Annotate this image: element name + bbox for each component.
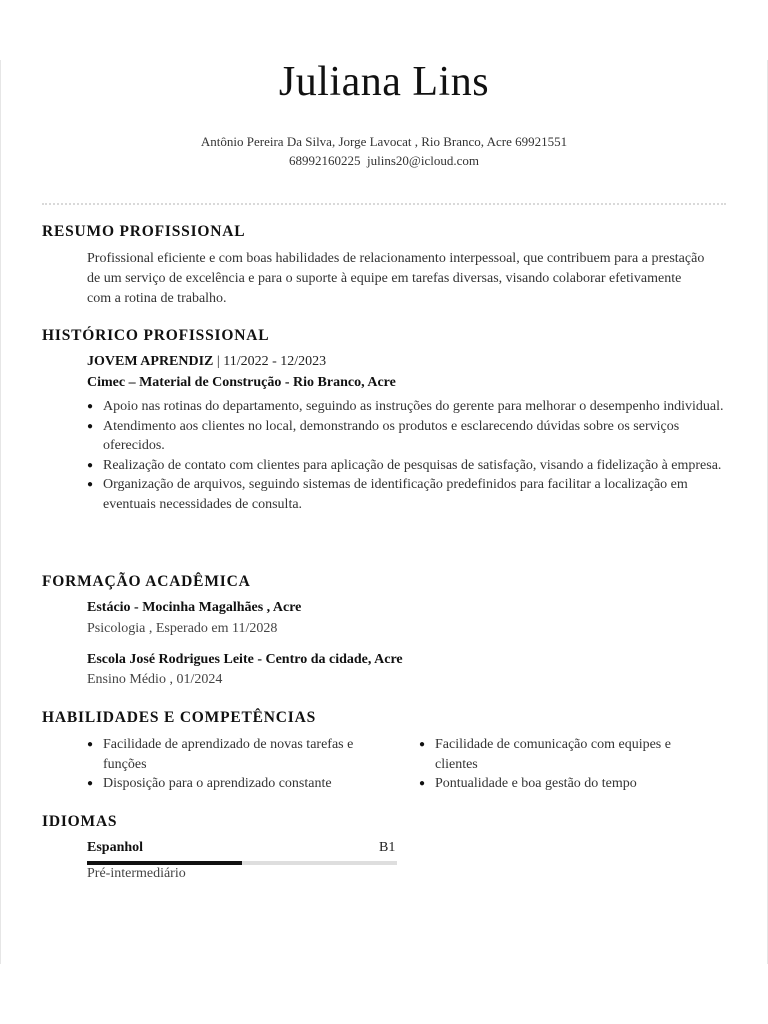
email: julins20@icloud.com	[367, 153, 479, 168]
skill-item	[87, 774, 387, 794]
education-detail: Psicologia , Esperado em 11/2028	[87, 621, 278, 636]
bullet-icon: ●	[87, 420, 94, 432]
bullet-icon: ●	[87, 739, 94, 750]
bullet-text: Realização de contato com clientes para aplicação de pesquisas de satisfação, visando a fidelização à empresa.	[103, 457, 722, 473]
language-name: Espanhol	[87, 840, 144, 855]
bullet-text: Organização de arquivos, seguindo sistemas de identificação predefinidos para facilitar a localização em eventuais necessidades de consulta.	[103, 477, 688, 512]
job-company-name: Cimec – Material de Construção - Rio Branco, Acre	[87, 375, 396, 390]
job-bullets	[87, 397, 727, 514]
skill-item	[87, 735, 387, 774]
phone-email-line	[0, 151, 768, 170]
contact-block	[0, 132, 768, 170]
summary-title: RESUMO PROFISSIONAL	[42, 223, 246, 240]
language-proficiency-bar	[87, 861, 397, 865]
bullet-icon: ●	[87, 479, 94, 490]
summary-text: Profissional eficiente e com boas habilidades de relacionamento interpessoal, que contribuem para a prestação de um serviço de excelência e para o suporte à equipe em tarefas diversas, visando colaborar efetivamente com a rotina de trabalho.	[87, 251, 705, 306]
language-description: Pré-intermediário	[87, 866, 186, 881]
bullet-text: Apoio nas rotinas do departamento, seguindo as instruções do gerente para melhorar o desempenho individual.	[103, 399, 724, 414]
history-title: HISTÓRICO PROFISSIONAL	[42, 327, 270, 344]
job-role: JOVEM APRENDIZ	[87, 354, 214, 369]
job-company	[87, 373, 396, 393]
language-proficiency-fill	[87, 861, 242, 865]
skill-text: Facilidade de comunicação com equipes e clientes	[435, 737, 671, 772]
skills-title: HABILIDADES E COMPETÊNCIAS	[42, 709, 317, 726]
bullet-icon: ●	[87, 459, 94, 471]
languages-title: IDIOMAS	[42, 813, 118, 830]
skill-item	[419, 774, 709, 794]
education-school: Estácio - Mocinha Magalhães , Acre	[87, 600, 302, 615]
bullet-icon: ●	[419, 778, 426, 789]
skill-item	[419, 735, 709, 774]
job-bullet	[87, 417, 727, 456]
skills-left-column	[87, 735, 387, 794]
page-edge-left	[0, 60, 1, 964]
skill-text: Facilidade de aprendizado de novas tarefas e funções	[103, 737, 354, 772]
skill-text: Pontualidade e boa gestão do tempo	[435, 776, 637, 791]
job-bullet	[87, 397, 727, 417]
education-title: FORMAÇÃO ACADÊMICA	[42, 573, 251, 590]
job-bullet	[87, 456, 727, 476]
job-period: | 11/2022 - 12/2023	[213, 354, 327, 369]
education-school: Escola José Rodrigues Leite - Centro da cidade, Acre	[87, 652, 403, 667]
address-line: Antônio Pereira Da Silva, Jorge Lavocat , Rio Branco, Acre 69921551	[200, 134, 568, 149]
header-divider	[42, 203, 726, 205]
job-bullet	[87, 475, 727, 514]
job-title-line	[87, 352, 326, 372]
bullet-icon: ●	[87, 778, 94, 789]
skills-right-column	[419, 735, 709, 794]
education-detail: Ensino Médio , 01/2024	[87, 672, 223, 687]
language-level: B1	[379, 840, 396, 855]
bullet-text: Atendimento aos clientes no local, demonstrando os produtos e esclarecendo dúvidas sobre os serviços oferecidos.	[103, 418, 680, 453]
bullet-icon: ●	[87, 401, 94, 412]
skill-text: Disposição para o aprendizado constante	[103, 776, 332, 791]
candidate-name: Juliana Lins	[278, 59, 490, 105]
bullet-icon: ●	[419, 739, 426, 750]
phone: 68992160225	[289, 153, 361, 168]
